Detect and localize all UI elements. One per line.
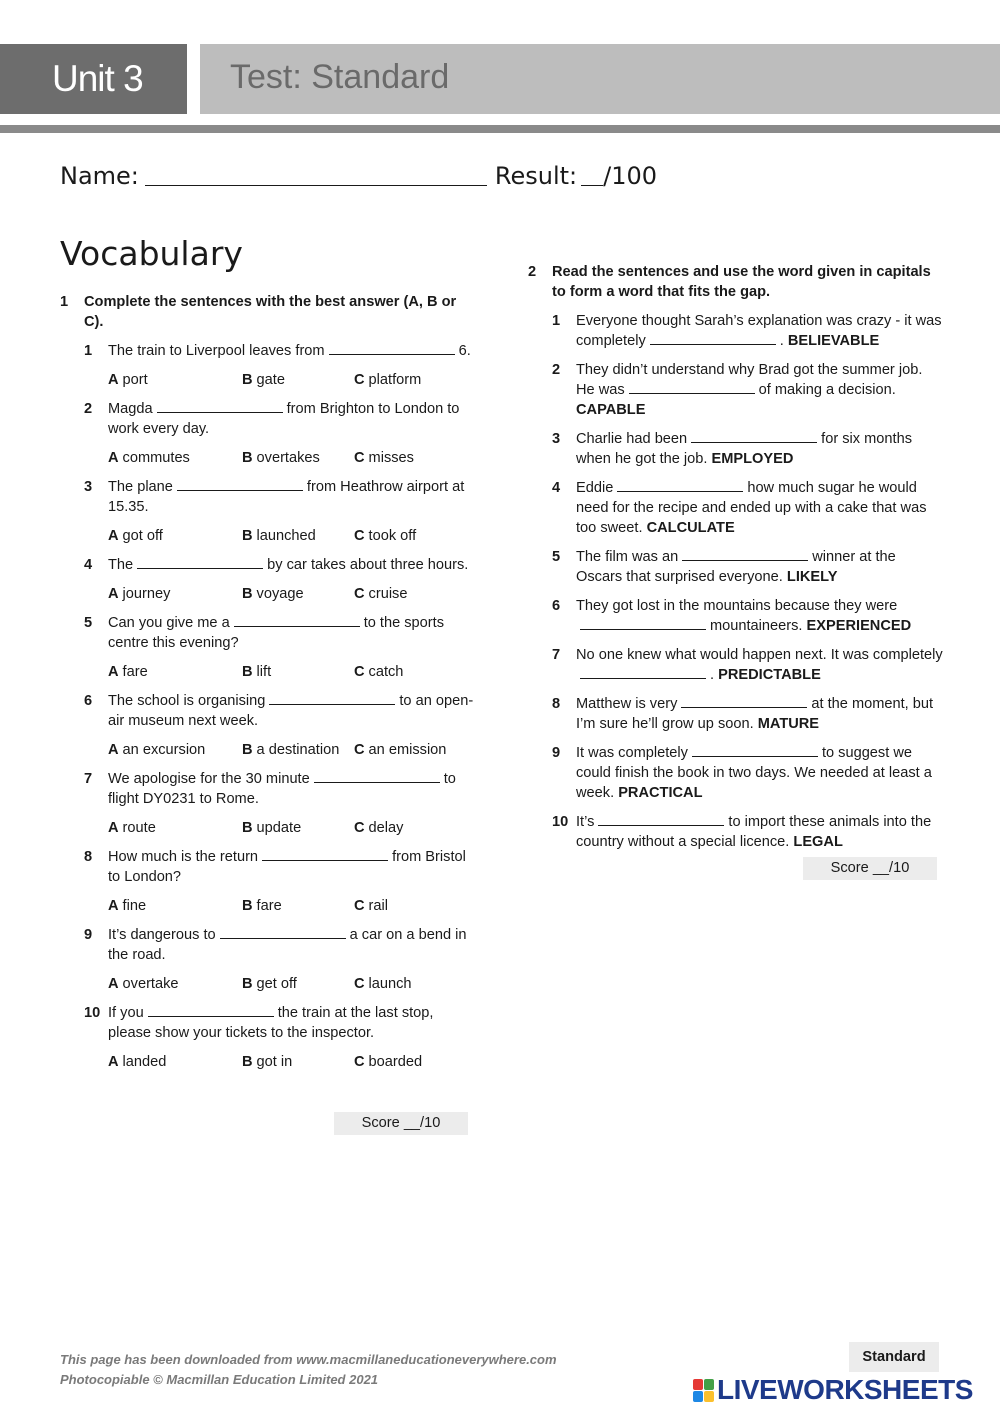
question-text-before: They got lost in the mountains because they were — [576, 598, 898, 614]
option-b[interactable] — [242, 974, 354, 994]
question-text — [108, 691, 475, 731]
question-text-after: winner at the Oscars that surprised everyone. — [576, 549, 896, 585]
question-number: 5 — [84, 615, 93, 631]
answer-blank[interactable] — [269, 691, 395, 705]
option-c[interactable] — [354, 526, 464, 546]
answer-blank[interactable] — [137, 555, 263, 569]
option-text: rail — [368, 898, 389, 914]
option-letter: A — [108, 528, 119, 544]
option-text: a destination — [256, 742, 340, 758]
keyword: PREDICTABLE — [718, 667, 821, 683]
answer-blank[interactable] — [262, 847, 388, 861]
option-text: lift — [256, 664, 272, 680]
question-text — [576, 478, 943, 538]
answer-blank[interactable] — [691, 429, 817, 443]
exercise-2 — [528, 262, 943, 852]
question-row — [84, 555, 475, 575]
option-b[interactable] — [242, 448, 354, 468]
question-text-after: from Brighton to London to work every day. — [108, 401, 460, 437]
question-number: 2 — [84, 401, 93, 417]
exercise-2-heading — [528, 262, 943, 302]
option-letter: A — [108, 372, 119, 388]
question-text-before: Charlie had been — [576, 431, 688, 447]
header-rule — [0, 125, 1000, 133]
option-a[interactable] — [108, 662, 242, 682]
option-letter: C — [354, 664, 365, 680]
option-letter: B — [242, 528, 253, 544]
question-number: 7 — [84, 771, 93, 787]
option-c[interactable] — [354, 448, 464, 468]
option-letter: C — [354, 976, 365, 992]
footer-credits — [60, 1350, 557, 1390]
option-c[interactable] — [354, 896, 464, 916]
option-letter: A — [108, 586, 119, 602]
option-c[interactable] — [354, 740, 464, 760]
question-text — [576, 547, 943, 587]
option-a[interactable] — [108, 740, 242, 760]
option-text: landed — [122, 1054, 167, 1070]
keyword: LEGAL — [793, 834, 843, 850]
option-text: journey — [122, 586, 171, 602]
question-text-after: for six months when he got the job. — [576, 431, 912, 467]
option-letter: A — [108, 450, 119, 466]
option-letter: C — [354, 820, 365, 836]
option-c[interactable] — [354, 584, 464, 604]
option-text: commutes — [122, 450, 190, 466]
question-row — [552, 547, 943, 587]
option-c[interactable] — [354, 1052, 464, 1072]
question-row — [84, 341, 475, 361]
option-b[interactable] — [242, 1052, 354, 1072]
option-text: launched — [256, 528, 316, 544]
option-c[interactable] — [354, 370, 464, 390]
option-text: an emission — [368, 742, 447, 758]
question-text — [108, 847, 475, 887]
question-row — [84, 847, 475, 887]
liveworksheets-icon — [693, 1379, 714, 1402]
question-text-after: a car on a bend in the road. — [108, 927, 467, 963]
question-number: 10 — [84, 1005, 101, 1021]
question-text-before: Can you give me a — [108, 615, 230, 631]
question-row — [84, 925, 475, 965]
option-b[interactable] — [242, 584, 354, 604]
question-row — [84, 399, 475, 439]
option-letter: B — [242, 450, 253, 466]
question-text-after: the train at the last stop, please show your tickets to the inspector. — [108, 1005, 434, 1041]
option-letter: C — [354, 450, 365, 466]
keyword: LIKELY — [786, 569, 838, 585]
question-row — [552, 645, 943, 685]
option-b[interactable] — [242, 526, 354, 546]
question-text-after: 6. — [458, 343, 471, 359]
answer-options — [108, 448, 475, 468]
option-letter: B — [242, 898, 253, 914]
question-text-before: Everyone thought Sarah’s explanation was crazy - it was completely — [576, 313, 942, 349]
option-text: port — [122, 372, 148, 388]
option-c[interactable] — [354, 974, 464, 994]
answer-blank[interactable] — [314, 769, 440, 783]
question-text-after: how much sugar he would need for the recipe and ended up with a cake that was too sweet. — [576, 480, 927, 536]
answer-options — [108, 1052, 475, 1072]
answer-blank[interactable] — [650, 331, 776, 345]
option-text: fare — [122, 664, 148, 680]
keyword: BELIEVABLE — [787, 333, 880, 349]
option-text: an excursion — [122, 742, 206, 758]
question-number: 9 — [552, 745, 561, 761]
keyword: EXPERIENCED — [806, 618, 912, 634]
question-text-before: They didn’t understand why Brad got the summer job. He was — [576, 362, 923, 398]
exercise-instruction: Complete the sentences with the best answer (A, B or C). — [84, 294, 457, 330]
question-text-before: If you — [108, 1005, 144, 1021]
question-text-before: The school is organising — [108, 693, 266, 709]
question-text-before: The train to Liverpool leaves from — [108, 343, 325, 359]
question-text-before: It’s dangerous to — [108, 927, 216, 943]
question-number: 8 — [84, 849, 93, 865]
question-row — [84, 769, 475, 809]
option-letter: C — [354, 586, 365, 602]
option-b[interactable] — [242, 896, 354, 916]
option-letter: B — [242, 976, 253, 992]
question-row — [84, 613, 475, 653]
question-row — [552, 743, 943, 803]
question-text — [576, 429, 943, 469]
option-b[interactable] — [242, 662, 354, 682]
question-row — [84, 1003, 475, 1043]
answer-blank[interactable] — [157, 399, 283, 413]
question-text — [576, 311, 943, 351]
answer-blank[interactable] — [234, 613, 360, 627]
option-letter: C — [354, 898, 365, 914]
name-field[interactable] — [145, 164, 487, 186]
question-text — [576, 596, 943, 636]
footer-download-note: This page has been downloaded from www.macmillaneducationeverywhere.com — [60, 1352, 557, 1367]
question-row — [552, 596, 943, 636]
question-text-after: at the moment, but I’m sure he’ll grow up soon. — [576, 696, 934, 732]
option-text: boarded — [368, 1054, 423, 1070]
answer-blank[interactable] — [682, 547, 808, 561]
question-text — [108, 925, 475, 965]
keyword: CAPABLE — [576, 402, 646, 418]
option-a[interactable] — [108, 448, 242, 468]
question-text — [576, 812, 943, 852]
question-number: 1 — [552, 313, 561, 329]
name-label: Name: — [60, 162, 139, 190]
question-text — [108, 399, 475, 439]
question-row — [552, 478, 943, 538]
test-title: Test: Standard — [230, 58, 450, 96]
exercise-1-questions — [60, 341, 475, 1072]
answer-blank[interactable] — [329, 341, 455, 355]
answer-blank[interactable] — [617, 478, 743, 492]
question-text — [108, 613, 475, 653]
exercise-2-score: Score __/10 — [803, 857, 937, 880]
question-number: 1 — [84, 343, 93, 359]
question-text-before: The — [108, 557, 134, 573]
option-letter: B — [242, 742, 253, 758]
option-letter: A — [108, 1054, 119, 1070]
option-letter: B — [242, 664, 253, 680]
exercise-1-score: Score __/10 — [334, 1112, 468, 1135]
question-row — [552, 429, 943, 469]
answer-options — [108, 740, 475, 760]
option-letter: A — [108, 820, 119, 836]
question-number: 9 — [84, 927, 93, 943]
option-a[interactable] — [108, 526, 242, 546]
answer-options — [108, 584, 475, 604]
option-a[interactable] — [108, 584, 242, 604]
question-text-before: How much is the return — [108, 849, 259, 865]
question-text — [576, 694, 943, 734]
question-number: 7 — [552, 647, 561, 663]
question-text-after: to suggest we could finish the book in two days. We needed at least a week. — [576, 745, 932, 801]
answer-blank[interactable] — [177, 477, 303, 491]
question-row — [552, 812, 943, 852]
option-letter: C — [354, 742, 365, 758]
question-row — [552, 694, 943, 734]
question-text — [576, 645, 943, 685]
option-text: route — [122, 820, 156, 836]
option-text: overtakes — [256, 450, 320, 466]
option-letter: A — [108, 898, 119, 914]
option-text: catch — [368, 664, 404, 680]
question-text-before: It’s — [576, 814, 595, 830]
option-letter: A — [108, 742, 119, 758]
answer-options — [108, 526, 475, 546]
question-text-before: The plane — [108, 479, 173, 495]
answer-blank[interactable] — [148, 1003, 274, 1017]
option-text: misses — [368, 450, 414, 466]
answer-blank[interactable] — [598, 812, 724, 826]
keyword: EMPLOYED — [711, 451, 794, 467]
question-text-after: to the sports centre this evening? — [108, 615, 444, 651]
question-number: 6 — [552, 598, 561, 614]
answer-blank[interactable] — [580, 616, 706, 630]
question-text-before: No one knew what would happen next. It was completely — [576, 647, 943, 663]
question-row — [84, 691, 475, 731]
question-text-before: Matthew is very — [576, 696, 678, 712]
option-text: overtake — [122, 976, 179, 992]
question-number: 3 — [552, 431, 561, 447]
question-text-before: Magda — [108, 401, 153, 417]
answer-options — [108, 896, 475, 916]
option-a[interactable] — [108, 1052, 242, 1072]
liveworksheets-logo — [693, 1374, 973, 1406]
question-text — [108, 769, 475, 809]
option-text: update — [256, 820, 302, 836]
question-row — [552, 311, 943, 351]
option-letter: A — [108, 976, 119, 992]
keyword: CALCULATE — [646, 520, 735, 536]
question-text-after: . — [710, 667, 715, 683]
level-badge: Standard — [849, 1342, 939, 1372]
exercise-instruction: Read the sentences and use the word given in capitals to form a word that fits the gap. — [552, 264, 931, 300]
option-b[interactable] — [242, 818, 354, 838]
option-text: get off — [256, 976, 297, 992]
option-text: got off — [122, 528, 163, 544]
option-text: voyage — [256, 586, 304, 602]
answer-blank[interactable] — [580, 665, 706, 679]
keyword: PRACTICAL — [618, 785, 703, 801]
question-text-after: . — [779, 333, 784, 349]
option-letter: B — [242, 1054, 253, 1070]
option-text: cruise — [368, 586, 408, 602]
exercise-2-questions — [528, 311, 943, 852]
question-text-before: The film was an — [576, 549, 679, 565]
question-text-after: from Heathrow airport at 15.35. — [108, 479, 465, 515]
option-text: platform — [368, 372, 422, 388]
option-a[interactable] — [108, 896, 242, 916]
question-number: 8 — [552, 696, 561, 712]
option-letter: A — [108, 664, 119, 680]
result-total: /100 — [603, 162, 658, 190]
answer-options — [108, 662, 475, 682]
answer-options — [108, 974, 475, 994]
question-text-before: We apologise for the 30 minute — [108, 771, 310, 787]
option-letter: B — [242, 372, 253, 388]
name-result-line — [60, 162, 657, 190]
exercise-1 — [60, 292, 475, 1072]
question-number: 6 — [84, 693, 93, 709]
option-text: delay — [368, 820, 404, 836]
exercise-number: 2 — [528, 264, 537, 280]
liveworksheets-wordmark: LIVEWORKSHEETS — [717, 1374, 973, 1405]
question-text-after: from Bristol to London? — [108, 849, 466, 885]
question-text — [108, 1003, 475, 1043]
question-text — [576, 743, 943, 803]
question-text — [576, 360, 943, 420]
keyword: MATURE — [757, 716, 820, 732]
question-text-after: to flight DY0231 to Rome. — [108, 771, 456, 807]
question-text — [108, 477, 475, 517]
option-letter: C — [354, 372, 365, 388]
question-text-after: of making a decision. — [758, 382, 896, 398]
option-text: took off — [368, 528, 417, 544]
question-text-before: Eddie — [576, 480, 614, 496]
option-a[interactable] — [108, 974, 242, 994]
unit-title: Unit 3 — [52, 58, 143, 99]
question-text — [108, 555, 475, 575]
question-row — [84, 477, 475, 517]
question-number: 10 — [552, 814, 569, 830]
answer-blank[interactable] — [692, 743, 818, 757]
question-text-before: It was completely — [576, 745, 688, 761]
question-text-after: mountaineers. — [710, 618, 803, 634]
option-text: got in — [256, 1054, 293, 1070]
answer-options — [108, 370, 475, 390]
option-a[interactable] — [108, 818, 242, 838]
option-letter: B — [242, 820, 253, 836]
option-b[interactable] — [242, 740, 354, 760]
option-letter: B — [242, 586, 253, 602]
option-c[interactable] — [354, 818, 464, 838]
question-number: 5 — [552, 549, 561, 565]
option-c[interactable] — [354, 662, 464, 682]
option-text: launch — [368, 976, 412, 992]
answer-blank[interactable] — [629, 380, 755, 394]
answer-blank[interactable] — [681, 694, 807, 708]
option-text: fare — [256, 898, 282, 914]
exercise-number: 1 — [60, 294, 69, 310]
section-title: Vocabulary — [60, 234, 243, 273]
footer-copyright: Photocopiable © Macmillan Education Limited 2021 — [60, 1372, 379, 1387]
question-number: 4 — [84, 557, 93, 573]
question-number: 4 — [552, 480, 561, 496]
result-field[interactable] — [581, 164, 603, 186]
option-letter: C — [354, 1054, 365, 1070]
option-text: gate — [256, 372, 285, 388]
exercise-1-heading — [60, 292, 475, 332]
result-label: Result: — [494, 162, 578, 190]
question-text-after: by car takes about three hours. — [267, 557, 469, 573]
question-text-after: to an open-air museum next week. — [108, 693, 474, 729]
option-letter: C — [354, 528, 365, 544]
option-text: fine — [122, 898, 147, 914]
option-b[interactable] — [242, 370, 354, 390]
question-row — [552, 360, 943, 420]
question-number: 3 — [84, 479, 93, 495]
question-number: 2 — [552, 362, 561, 378]
option-a[interactable] — [108, 370, 242, 390]
answer-blank[interactable] — [220, 925, 346, 939]
question-text-after: to import these animals into the country without a special licence. — [576, 814, 932, 850]
question-text — [108, 341, 475, 361]
answer-options — [108, 818, 475, 838]
